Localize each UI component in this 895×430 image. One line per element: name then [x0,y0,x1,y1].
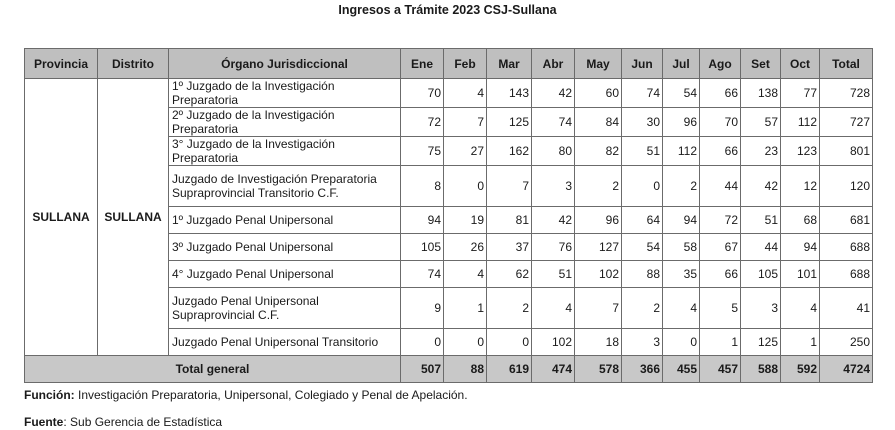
value-cell: 0 [444,329,487,356]
header-month: May [575,49,622,79]
value-cell: 26 [444,234,487,261]
value-cell: 57 [741,108,781,137]
value-cell: 102 [532,329,575,356]
organo-cell: 2º Juzgado de la Investigación Preparatoria [169,108,401,137]
value-cell: 62 [487,261,532,288]
total-cell: 588 [741,356,781,383]
value-cell: 125 [741,329,781,356]
value-cell: 143 [487,79,532,108]
value-cell: 1 [444,288,487,329]
value-cell: 66 [700,79,741,108]
value-cell: 0 [444,166,487,207]
header-month: Feb [444,49,487,79]
value-cell: 74 [622,79,663,108]
distrito-cell: SULLANA [98,79,169,356]
value-cell: 162 [487,137,532,166]
value-cell: 0 [487,329,532,356]
row-total-cell: 688 [820,234,873,261]
header-distrito: Distrito [98,49,169,79]
total-cell: 507 [401,356,444,383]
value-cell: 72 [401,108,444,137]
total-cell: 592 [781,356,820,383]
row-total-cell: 120 [820,166,873,207]
value-cell: 96 [575,207,622,234]
value-cell: 1 [781,329,820,356]
value-cell: 2 [487,288,532,329]
organo-cell: Juzgado de Investigación Preparatoria Supraprovincial Transitorio C.F. [169,166,401,207]
value-cell: 4 [444,261,487,288]
value-cell: 3 [532,166,575,207]
header-month: Oct [781,49,820,79]
row-total-cell: 727 [820,108,873,137]
organo-cell: Juzgado Penal Unipersonal Supraprovincial C.F. [169,288,401,329]
value-cell: 84 [575,108,622,137]
ingresos-table [24,48,873,383]
value-cell: 81 [487,207,532,234]
value-cell: 44 [741,234,781,261]
value-cell: 138 [741,79,781,108]
header-month: Set [741,49,781,79]
header-month: Abr [532,49,575,79]
total-cell: 366 [622,356,663,383]
value-cell: 44 [700,166,741,207]
header-month: Jun [622,49,663,79]
value-cell: 9 [401,288,444,329]
value-cell: 67 [700,234,741,261]
organo-cell: 3º Juzgado Penal Unipersonal [169,234,401,261]
value-cell: 58 [663,234,700,261]
value-cell: 42 [741,166,781,207]
value-cell: 96 [663,108,700,137]
value-cell: 2 [575,166,622,207]
value-cell: 64 [622,207,663,234]
fuente-label: Fuente [24,415,64,429]
value-cell: 0 [663,329,700,356]
value-cell: 66 [700,261,741,288]
value-cell: 4 [781,288,820,329]
header-organo: Órgano Jurisdiccional [169,49,401,79]
value-cell: 37 [487,234,532,261]
table-body [25,79,873,356]
grand-total-cell: 4724 [820,356,873,383]
total-cell: 455 [663,356,700,383]
value-cell: 4 [444,79,487,108]
fuente-note [24,415,222,429]
value-cell: 60 [575,79,622,108]
header-month: Mar [487,49,532,79]
total-cell: 619 [487,356,532,383]
value-cell: 74 [532,108,575,137]
value-cell: 30 [622,108,663,137]
value-cell: 18 [575,329,622,356]
value-cell: 23 [741,137,781,166]
value-cell: 51 [622,137,663,166]
organo-cell: 3° Juzgado de la Investigación Preparatoria [169,137,401,166]
table-row [25,79,873,108]
value-cell: 4 [663,288,700,329]
organo-cell: Juzgado Penal Unipersonal Transitorio [169,329,401,356]
value-cell: 112 [663,137,700,166]
value-cell: 70 [401,79,444,108]
row-total-cell: 728 [820,79,873,108]
header-total: Total [820,49,873,79]
value-cell: 88 [622,261,663,288]
value-cell: 42 [532,79,575,108]
value-cell: 19 [444,207,487,234]
organo-cell: 1º Juzgado de la Investigación Preparatoria [169,79,401,108]
row-total-cell: 801 [820,137,873,166]
value-cell: 8 [401,166,444,207]
value-cell: 35 [663,261,700,288]
funcion-label: Función: [24,388,75,402]
value-cell: 3 [741,288,781,329]
value-cell: 5 [700,288,741,329]
value-cell: 94 [781,234,820,261]
value-cell: 102 [575,261,622,288]
total-cell: 457 [700,356,741,383]
value-cell: 82 [575,137,622,166]
row-total-cell: 250 [820,329,873,356]
value-cell: 74 [401,261,444,288]
total-general-label: Total general [25,356,401,383]
value-cell: 127 [575,234,622,261]
header-provincia: Provincia [25,49,98,79]
value-cell: 80 [532,137,575,166]
value-cell: 2 [622,288,663,329]
value-cell: 76 [532,234,575,261]
header-month: Jul [663,49,700,79]
header-row [25,49,873,79]
funcion-note [24,388,468,402]
value-cell: 94 [401,207,444,234]
value-cell: 75 [401,137,444,166]
report-title: Ingresos a Trámite 2023 CSJ-Sullana [338,3,557,17]
value-cell: 72 [700,207,741,234]
value-cell: 70 [700,108,741,137]
value-cell: 0 [401,329,444,356]
value-cell: 0 [622,166,663,207]
total-cell: 474 [532,356,575,383]
header-month: Ago [700,49,741,79]
value-cell: 7 [444,108,487,137]
fuente-text: : Sub Gerencia de Estadística [63,415,223,429]
row-total-cell: 681 [820,207,873,234]
provincia-cell: SULLANA [25,79,98,356]
value-cell: 105 [401,234,444,261]
value-cell: 3 [622,329,663,356]
value-cell: 94 [663,207,700,234]
total-cell: 578 [575,356,622,383]
value-cell: 123 [781,137,820,166]
row-total-cell: 688 [820,261,873,288]
total-cell: 88 [444,356,487,383]
organo-cell: 4° Juzgado Penal Unipersonal [169,261,401,288]
value-cell: 77 [781,79,820,108]
value-cell: 68 [781,207,820,234]
value-cell: 51 [741,207,781,234]
value-cell: 7 [487,166,532,207]
value-cell: 4 [532,288,575,329]
value-cell: 66 [700,137,741,166]
funcion-text: Investigación Preparatoria, Unipersonal, Colegiado y Penal de Apelación. [74,388,468,402]
organo-cell: 1º Juzgado Penal Unipersonal [169,207,401,234]
value-cell: 12 [781,166,820,207]
value-cell: 54 [663,79,700,108]
value-cell: 105 [741,261,781,288]
total-general-row [25,356,873,383]
value-cell: 42 [532,207,575,234]
value-cell: 1 [700,329,741,356]
value-cell: 101 [781,261,820,288]
header-month: Ene [401,49,444,79]
value-cell: 125 [487,108,532,137]
row-total-cell: 41 [820,288,873,329]
value-cell: 112 [781,108,820,137]
value-cell: 27 [444,137,487,166]
value-cell: 2 [663,166,700,207]
value-cell: 51 [532,261,575,288]
value-cell: 7 [575,288,622,329]
value-cell: 54 [622,234,663,261]
